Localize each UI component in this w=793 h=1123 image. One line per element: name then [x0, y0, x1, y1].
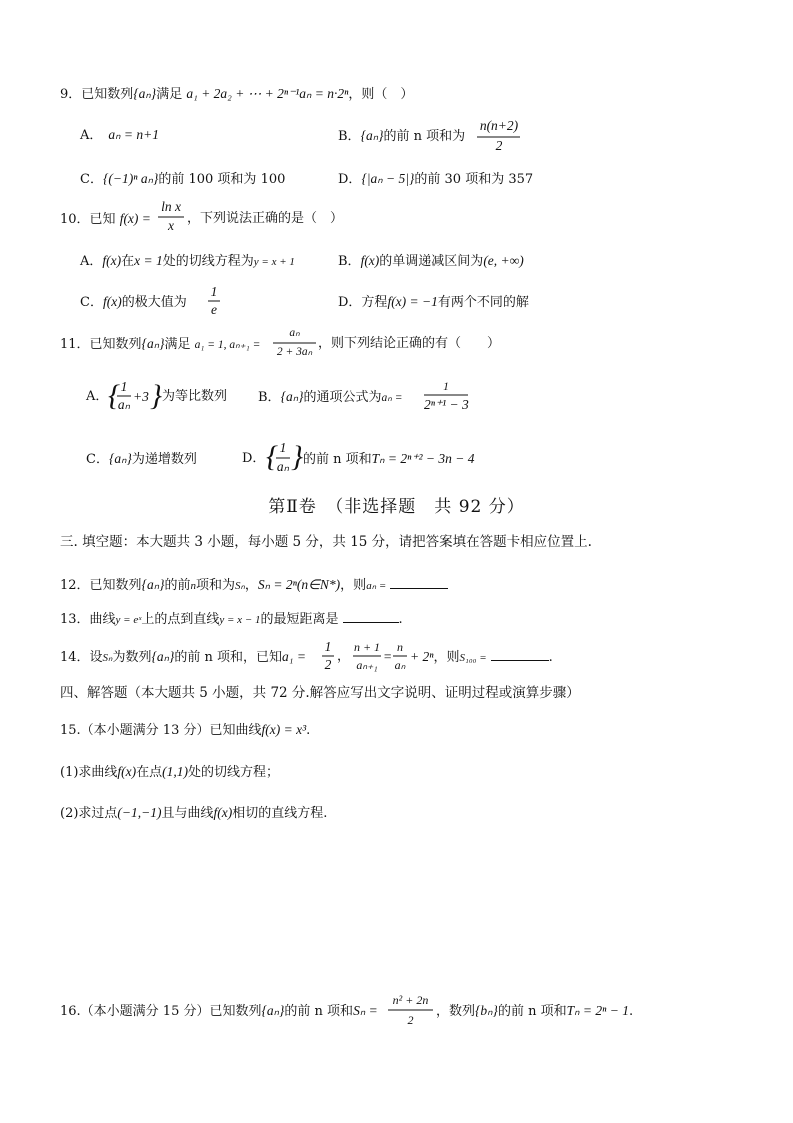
q10-option-c[interactable]	[80, 293, 187, 312]
q10-text: ，下列说法正确的是（ ）	[187, 211, 344, 226]
option-label: C．	[80, 295, 103, 310]
question-15-part-1	[60, 763, 279, 782]
question-9-stem	[60, 85, 413, 104]
q9-b-denominator: 2	[495, 138, 503, 153]
q10-function: f(x) =	[119, 211, 151, 226]
q10-b-function: f(x)	[360, 253, 380, 268]
q16-sum-lhs: Sₙ =	[353, 1003, 378, 1018]
q9-b-sequence: {aₙ}	[360, 128, 384, 143]
q12-n: n	[190, 580, 196, 592]
q15-p1-point: (1,1)	[162, 764, 189, 779]
q11-b-numerator: 1	[443, 381, 449, 393]
q11-d-numerator: 1	[279, 440, 287, 455]
q11-text: 满足	[164, 337, 191, 352]
q12-sequence: {aₙ}	[141, 577, 165, 592]
q12-sum: Sₙ	[235, 580, 245, 592]
q14-rest	[410, 648, 553, 667]
option-label: C．	[80, 172, 103, 187]
q11-option-d[interactable]	[242, 450, 265, 468]
q9-sequence: {aₙ}	[133, 86, 157, 101]
q12-text: ，则	[340, 578, 367, 593]
q10-c-text: 的极大值为	[121, 295, 187, 310]
q12-text: ，	[244, 578, 258, 593]
q10-a-equation: y = x + 1	[253, 256, 295, 268]
q11-a-brace-left: {	[108, 379, 120, 412]
q14-f-numerator: n + 1	[353, 640, 381, 654]
q13-text: 上的点到直线	[141, 612, 220, 627]
q9-d-formula: {|aₙ − 5|}	[361, 171, 415, 186]
option-label: B．	[338, 129, 361, 144]
q10-a-point: x = 1	[134, 253, 163, 268]
q14-f-denominator: aₙ₊₁	[356, 658, 378, 672]
q14-text: 的前 n 项和，已知	[174, 650, 283, 665]
q15-text: .	[306, 723, 311, 738]
q11-a-numerator: 1	[120, 379, 128, 394]
part-2-title: 第Ⅱ卷 （非选择题 共 92 分）	[268, 497, 525, 517]
q11-a-text: 为等比数列	[162, 389, 228, 404]
q10-option-a[interactable]	[80, 252, 295, 271]
q15-p1-text: 处的切线方程；	[188, 765, 280, 780]
q12-text: 的前	[164, 578, 191, 593]
q14-a1: a₁ =	[282, 649, 306, 664]
q15-p1-text: 在点	[136, 765, 163, 780]
q9-option-d[interactable]	[338, 170, 533, 189]
q11-d-brace-right: }	[291, 440, 303, 473]
q11-b-lhs: aₙ =	[381, 392, 403, 404]
q15-p2-text: 且与曲线	[161, 806, 214, 821]
q11-c-sequence: {aₙ}	[108, 451, 132, 466]
q12-text: 12．已知数列	[60, 578, 142, 593]
q15-p2-text: 相切的直线方程.	[232, 806, 328, 821]
q16-text: 的前 n 项和	[497, 1004, 567, 1019]
q10-d-text: 有两个不同的解	[437, 295, 529, 310]
option-label: C．	[86, 452, 109, 467]
q15-text: 15.（本小题满分 13 分）已知曲线	[60, 723, 262, 738]
q16-text: 16.（本小题满分 15 分）已知数列	[60, 1004, 262, 1019]
q9-text: 9．已知数列	[60, 87, 134, 102]
q9-d-text: 的前 30 项和为 357	[414, 172, 534, 187]
question-16-stem	[60, 1002, 378, 1021]
q9-text: 满足	[156, 87, 183, 102]
q13-text: .	[398, 612, 403, 627]
q14-answer-blank[interactable]	[491, 659, 549, 661]
q12-answer-blank[interactable]	[390, 587, 448, 589]
q11-text: ，则下列结论正确的有（ ）	[318, 336, 501, 351]
q9-option-b[interactable]	[338, 127, 465, 146]
option-label: A．	[80, 254, 103, 269]
question-15-part-2	[60, 804, 327, 823]
q11-text: 11．已知数列	[60, 337, 142, 352]
q12-text: 项和为	[196, 578, 236, 593]
question-13	[60, 611, 403, 629]
q10-b-text: 的单调递减区间为	[379, 254, 484, 269]
q9-b-text: 的前 n 项和为	[383, 129, 466, 144]
option-label: B．	[338, 254, 361, 269]
q16-numerator: n² + 2n	[392, 993, 429, 1007]
q14-text: ，则	[433, 650, 460, 665]
q11-d-rest	[303, 450, 475, 469]
option-label: D．方程	[338, 295, 388, 310]
q13-answer-blank[interactable]	[343, 621, 399, 623]
q15-p1-function: f(x)	[117, 764, 137, 779]
q10-c-numerator: 1	[210, 284, 218, 299]
question-11-stem	[60, 335, 260, 354]
q12-equation: Sₙ = 2ⁿ(n∈N*)	[257, 577, 341, 592]
q12-answer-label: aₙ =	[366, 580, 387, 592]
q14-h-numerator: 1	[324, 639, 332, 654]
q10-c-function: f(x)	[102, 294, 122, 309]
q11-d-text: 的前 n 项和	[303, 452, 372, 467]
q10-a-text: 处的切线方程为	[162, 254, 254, 269]
q11-a-denominator: aₙ	[117, 397, 131, 412]
q9-text: ，则（ ）	[348, 87, 414, 102]
q10-c-denominator: e	[211, 302, 217, 317]
q9-b-numerator: n(n+2)	[479, 118, 519, 133]
q11-option-a[interactable]	[86, 388, 108, 406]
q11-b-denominator: 2ⁿ⁺¹ − 3	[424, 397, 469, 412]
q10-text: 10．已知	[60, 212, 116, 227]
question-15-stem	[60, 721, 310, 740]
question-12	[60, 576, 448, 595]
q9-c-formula: {(−1)ⁿ aₙ}	[102, 171, 159, 186]
q16-denominator: 2	[407, 1013, 414, 1027]
q14-plus-term: + 2ⁿ	[410, 649, 434, 664]
q16-text: 的前 n 项和	[284, 1004, 354, 1019]
section-3-header: 三. 填空题：本大题共 3 小题，每小题 5 分，共 15 分，请把答案填在答题卡相应位置上.	[60, 534, 592, 550]
q13-text: 的最短距离是	[260, 612, 339, 627]
q9-c-text: 的前 100 项和为 100	[158, 172, 286, 187]
q10-denominator: x	[168, 218, 174, 233]
option-label: A．	[86, 389, 109, 404]
q15-p1-text: (1)求曲线	[60, 765, 118, 780]
q10-d-equation: f(x) = −1	[387, 294, 438, 309]
q15-p2-point: (−1,−1)	[117, 805, 162, 820]
q14-sum: Sₙ	[102, 652, 113, 664]
q15-p2-text: (2)求过点	[60, 806, 118, 821]
q11-sequence: {aₙ}	[141, 336, 165, 351]
q10-option-d[interactable]	[338, 293, 529, 312]
q10-option-b[interactable]	[338, 252, 524, 271]
q10-a-text: 在	[121, 254, 135, 269]
option-label: A．	[80, 128, 103, 143]
option-label: D．	[338, 172, 362, 187]
q11-a-plus: +3	[133, 389, 149, 404]
option-label: D．	[242, 451, 266, 466]
q14-answer-label: S₁₀₀ =	[459, 652, 487, 664]
question-14-stem	[60, 648, 306, 667]
q10-a-function: f(x)	[102, 253, 122, 268]
q11-a-brace-right: }	[150, 379, 162, 412]
q15-p2-function: f(x)	[213, 805, 233, 820]
q15-function: f(x) = x³	[261, 722, 307, 737]
q9-a-formula: aₙ = n+1	[108, 127, 159, 142]
q13-text: 13．曲线	[60, 612, 116, 627]
q14-text: ，	[337, 649, 351, 664]
q14-text: .	[548, 650, 553, 665]
q11-b-text: 的通项公式为	[303, 390, 382, 405]
q14-h-denominator: 2	[324, 657, 332, 672]
q16-sequence-b: {bₙ}	[475, 1003, 498, 1018]
q13-curve: y = eˣ	[115, 614, 142, 626]
q11-denominator: 2 + 3aₙ	[276, 346, 313, 358]
q14-equals: =	[383, 649, 393, 664]
q9-formula: a₁ + 2a₂ + ⋯ + 2ⁿ⁻¹aₙ = n·2ⁿ	[186, 86, 349, 101]
q11-condition: a₁ = 1, aₙ₊₁ =	[194, 339, 261, 351]
q16-sequence-a: {aₙ}	[261, 1003, 285, 1018]
q11-d-equation: Tₙ = 2ⁿ⁺² − 3n − 4	[371, 451, 475, 466]
q16-text: .	[628, 1004, 634, 1019]
q11-c-text: 为递增数列	[131, 452, 197, 467]
q10-b-interval: (e, +∞)	[483, 253, 524, 268]
q11-b-sequence: {aₙ}	[280, 389, 304, 404]
q13-line: y = x − 1	[219, 614, 261, 626]
q10-numerator: ln x	[161, 199, 181, 214]
q14-sequence: {aₙ}	[151, 649, 175, 664]
q11-numerator: aₙ	[289, 327, 300, 339]
q14-text: 14．设	[60, 650, 103, 665]
q11-d-brace-left: {	[266, 440, 278, 473]
q14-g-denominator: aₙ	[394, 658, 406, 672]
q11-d-denominator: aₙ	[276, 459, 290, 474]
section-4-header: 四、解答题（本大题共 5 小题，共 72 分.解答应写出文字说明、证明过程或演算步骤）	[60, 685, 580, 701]
q16-rest	[436, 1002, 633, 1021]
q14-g-numerator: n	[397, 640, 403, 654]
q11-option-b[interactable]	[258, 388, 402, 407]
q16-text: ，数列	[436, 1004, 476, 1019]
question-10-stem	[60, 210, 151, 229]
q16-t-formula: Tₙ = 2ⁿ − 1	[566, 1003, 629, 1018]
q11-option-c[interactable]	[86, 450, 197, 469]
q9-option-a[interactable]	[80, 126, 159, 145]
option-label: B．	[258, 390, 281, 405]
q14-text: 为数列	[112, 650, 152, 665]
q9-option-c[interactable]	[80, 170, 285, 189]
